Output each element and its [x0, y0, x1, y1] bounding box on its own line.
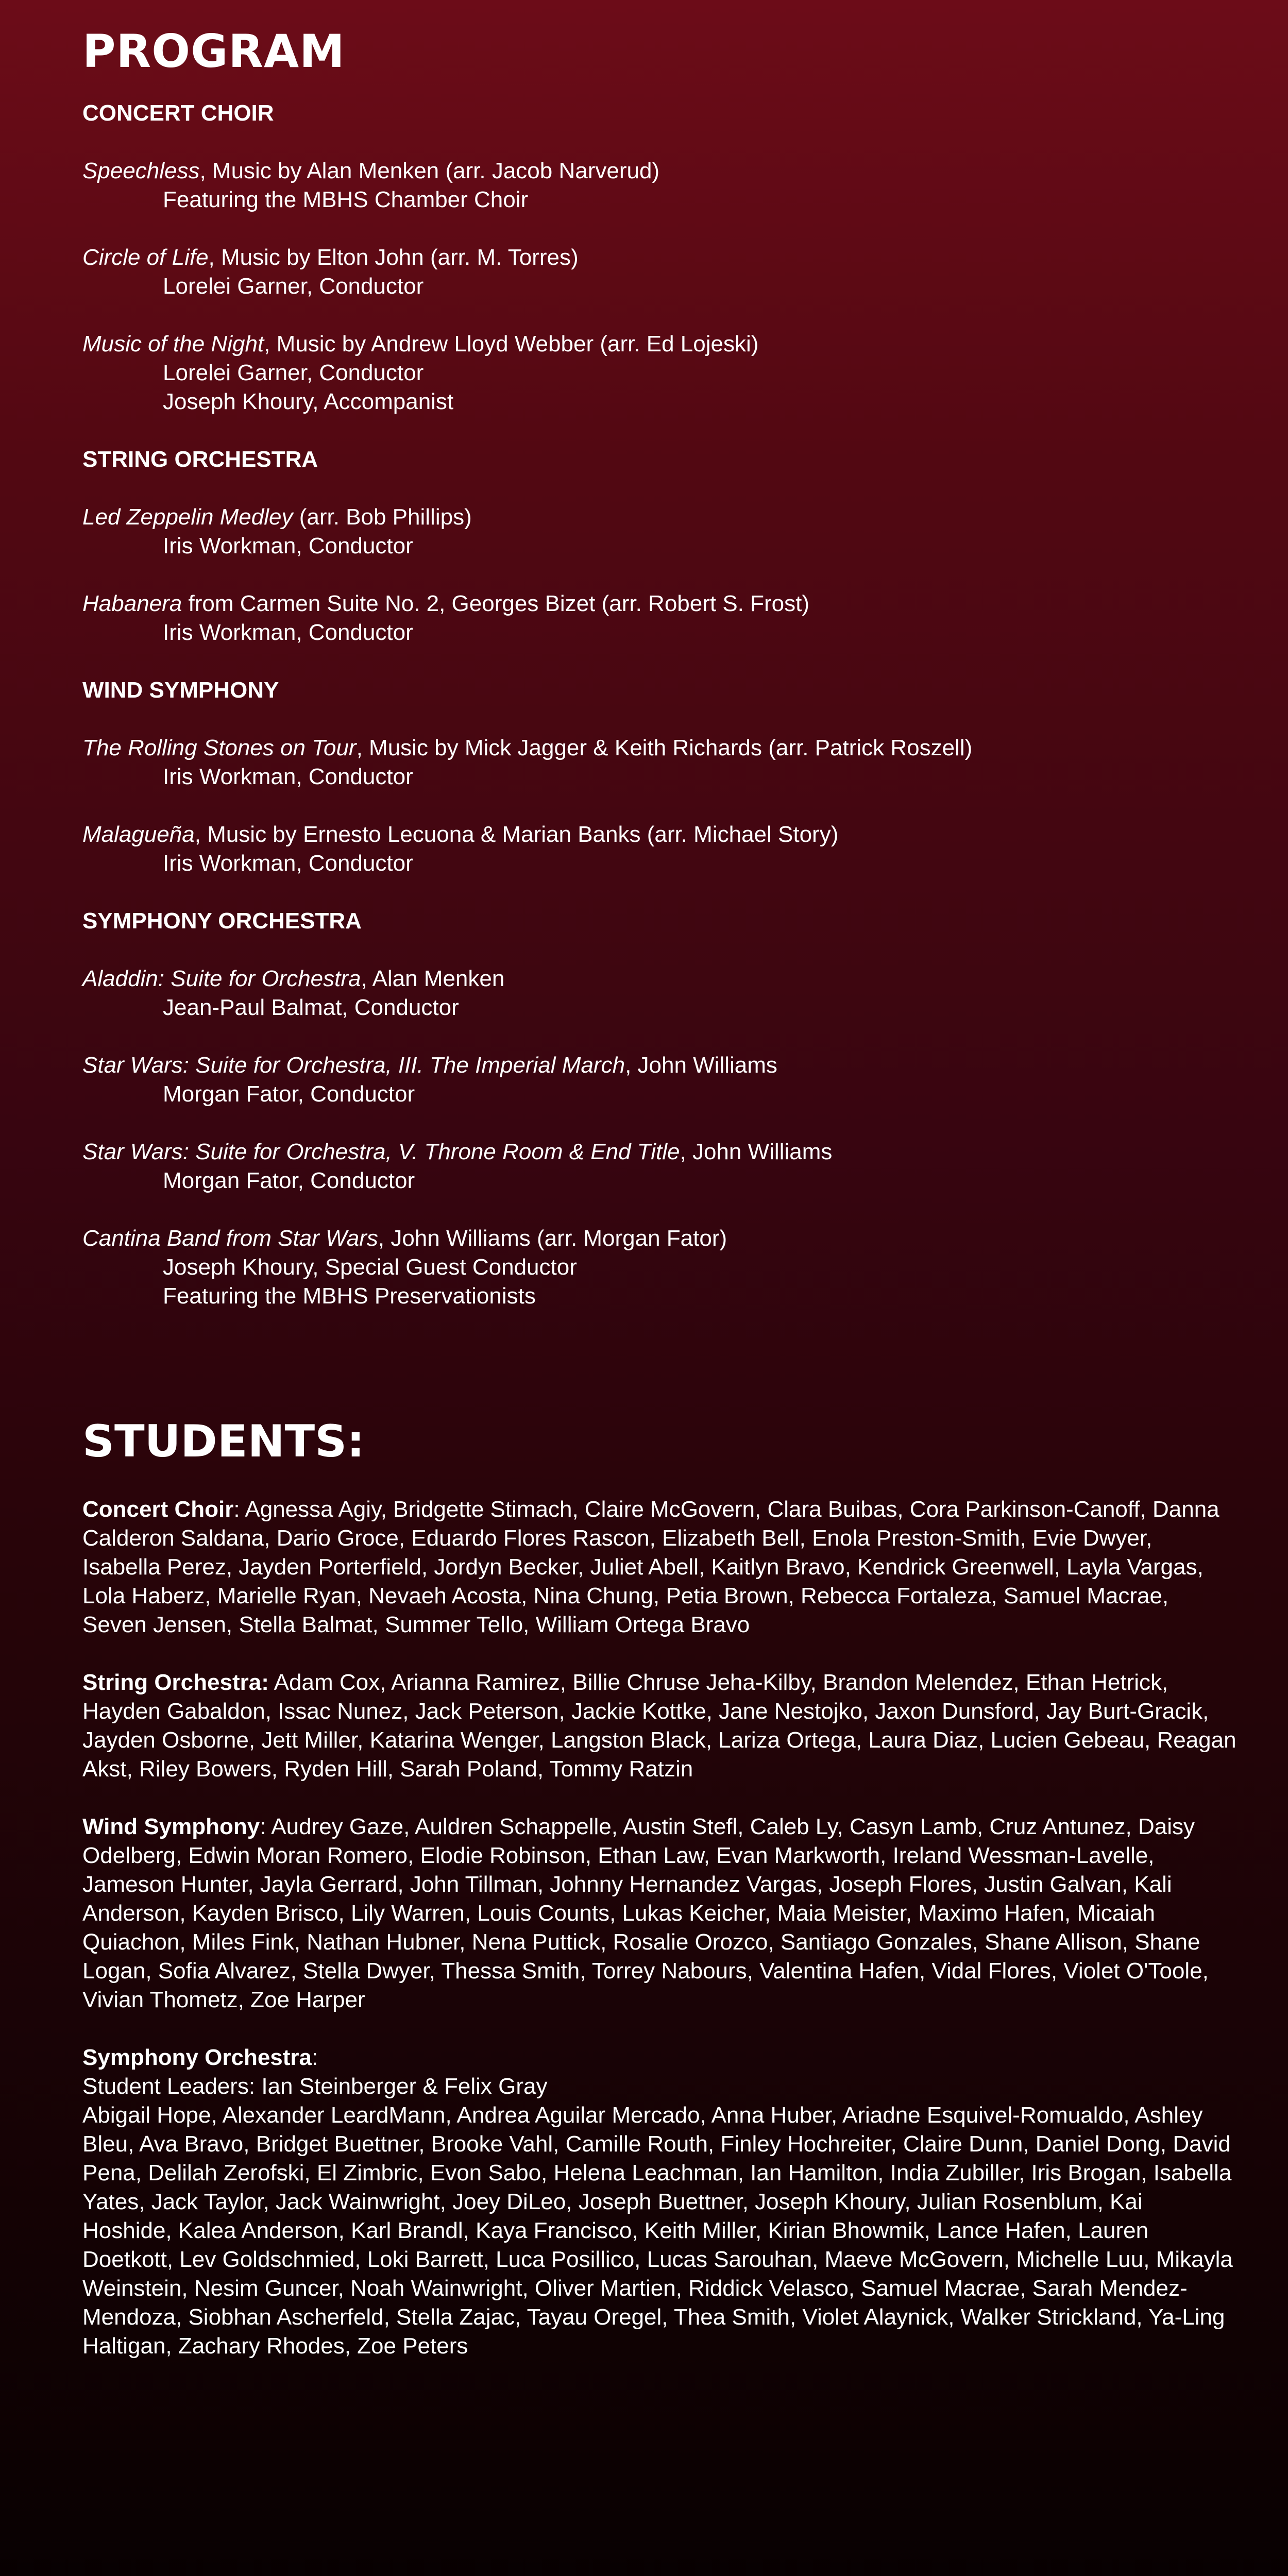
program-entry [82, 734, 1236, 791]
piece-composer: , Music by Ernesto Lecuona & Marian Banks (arr. Michael Story) [194, 822, 839, 847]
program-category: STRING ORCHESTRA [82, 447, 318, 472]
concert-choir-roster [82, 1495, 1236, 1639]
program-entry [82, 964, 1236, 1022]
piece-title: Led Zeppelin Medley [82, 504, 293, 530]
piece-credit: Jean-Paul Balmat, Conductor [163, 995, 459, 1020]
program-category: WIND SYMPHONY [82, 677, 279, 703]
piece-composer: , Music by Mick Jagger & Keith Richards (arr. Patrick Roszell) [356, 735, 973, 760]
program-entry [82, 589, 1236, 647]
piece-line [82, 734, 1236, 762]
piece-credit: Featuring the MBHS Preservationists [163, 1283, 536, 1309]
symphony-orchestra-roster [82, 2043, 1236, 2361]
wind-symphony-names: : Audrey Gaze, Auldren Schappelle, Austin Stefl, Caleb Ly, Casyn Lamb, Cruz Antunez, Daisy Odelberg, Edwin Moran Romero, Elodie Robinson, Ethan Law, Evan Markworth, Ireland Wessman-Lavelle, Jameson Hunter, Jayla Gerrard, John Tillman, Johnny Hernandez Vargas, Joseph Flores, Justin Galvan, Kali Anderson, Kayden Brisco, Lily Warren, Louis Counts, Lukas Keicher, Maia Meister, Maximo Hafen, Micaiah Quiachon, Miles Fink, Nathan Hubner, Nena Puttick, Rosalie Orozco, Santiago Gonzales, Shane Allison, Shane Logan, Sofia Alvarez, Stella Dwyer, Thessa Smith, Torrey Nabours, Valentina Hafen, Vidal Flores, Violet O'Toole, Vivian Thometz, Zoe Harper [82, 1814, 1209, 2012]
concert-choir-label: Concert Choir [82, 1497, 234, 1522]
string-orchestra-label: String Orchestra: [82, 1670, 269, 1695]
piece-line [82, 243, 1236, 272]
piece-composer: , John Williams (arr. Morgan Fator) [378, 1226, 727, 1251]
symphony-orchestra-colon: : [312, 2045, 318, 2070]
piece-credit: Morgan Fator, Conductor [163, 1168, 415, 1193]
program-entry [82, 820, 1236, 878]
program-category: SYMPHONY ORCHESTRA [82, 908, 362, 934]
piece-credit: Joseph Khoury, Accompanist [163, 389, 454, 414]
piece-credit: Lorelei Garner, Conductor [163, 360, 424, 385]
program-entry [82, 1051, 1236, 1109]
piece-title: Malagueña [82, 822, 195, 847]
piece-composer: , John Williams [680, 1139, 833, 1164]
symphony-orchestra-leaders: Student Leaders: Ian Steinberger & Felix Gray [82, 2074, 548, 2099]
piece-title: Music of the Night [82, 331, 264, 357]
piece-title: Star Wars: Suite for Orchestra, V. Throne Room & End Title [82, 1139, 680, 1164]
program-heading: PROGRAM [82, 25, 345, 78]
piece-composer: (arr. Bob Phillips) [293, 504, 472, 530]
piece-composer: , Alan Menken [361, 966, 505, 991]
piece-title: The Rolling Stones on Tour [82, 735, 357, 760]
piece-title: Star Wars: Suite for Orchestra, III. The Imperial March [82, 1053, 625, 1078]
piece-credit: Iris Workman, Conductor [163, 764, 413, 789]
piece-line [82, 820, 1236, 849]
program-entry [82, 1224, 1236, 1311]
piece-line [82, 1138, 1236, 1166]
program-entry [82, 330, 1236, 416]
wind-symphony-roster [82, 1812, 1236, 2014]
piece-composer: , Music by Elton John (arr. M. Torres) [208, 245, 579, 270]
program-entry [82, 157, 1236, 214]
program-entry [82, 1138, 1236, 1195]
string-orchestra-names: Adam Cox, Arianna Ramirez, Billie Chruse Jeha-Kilby, Brandon Melendez, Ethan Hetrick, Hayden Gabaldon, Issac Nunez, Jack Peterson, Jackie Kottke, Jane Nestojko, Jaxon Dunsford, Jay Burt-Gracik, Jayden Osborne, Jett Miller, Katarina Wenger, Langston Black, Lariza Ortega, Laura Diaz, Lucien Gebeau, Reagan Akst, Riley Bowers, Ryden Hill, Sarah Poland, Tommy Ratzin [82, 1670, 1236, 1782]
wind-symphony-label: Wind Symphony [82, 1814, 260, 1839]
piece-line [82, 157, 1236, 185]
piece-credit: Joseph Khoury, Special Guest Conductor [163, 1255, 577, 1280]
piece-line [82, 330, 1236, 359]
piece-title: Circle of Life [82, 245, 209, 270]
piece-line [82, 1051, 1236, 1080]
piece-line [82, 1224, 1236, 1253]
students-list [82, 1495, 1236, 2389]
program-category: CONCERT CHOIR [82, 100, 274, 126]
program-list [82, 99, 1236, 1340]
piece-credit: Lorelei Garner, Conductor [163, 274, 424, 299]
program-entry [82, 243, 1236, 301]
piece-credit: Iris Workman, Conductor [163, 851, 413, 876]
concert-choir-names: : Agnessa Agiy, Bridgette Stimach, Claire McGovern, Clara Buibas, Cora Parkinson-Canoff, Danna Calderon Saldana, Dario Groce, Eduardo Flores Rascon, Elizabeth Bell, Enola Preston-Smith, Evie Dwyer, Isabella Perez, Jayden Porterfield, Jordyn Becker, Juliet Abell, Kaitlyn Bravo, Kendrick Greenwell, Layla Vargas, Lola Haberz, Marielle Ryan, Nevaeh Acosta, Nina Chung, Petia Brown, Rebecca Fortaleza, Samuel Macrae, Seven Jensen, Stella Balmat, Summer Tello, William Ortega Bravo [82, 1497, 1219, 1637]
piece-title: Aladdin: Suite for Orchestra [82, 966, 361, 991]
piece-composer: , Music by Alan Menken (arr. Jacob Narverud) [199, 158, 660, 183]
piece-title: Cantina Band from Star Wars [82, 1226, 378, 1251]
piece-line [82, 503, 1236, 532]
piece-line [82, 589, 1236, 618]
symphony-orchestra-label: Symphony Orchestra [82, 2045, 312, 2070]
piece-credit: Morgan Fator, Conductor [163, 1081, 415, 1107]
symphony-orchestra-names: Abigail Hope, Alexander LeardMann, Andrea Aguilar Mercado, Anna Huber, Ariadne Esquivel-Romualdo, Ashley Bleu, Ava Bravo, Bridget Buettner, Brooke Vahl, Camille Routh, Finley Hochreiter, Claire Dunn, Daniel Dong, David Pena, Delilah Zerofski, El Zimbric, Evon Sabo, Helena Leachman, Ian Hamilton, India Zubiller, Iris Brogan, Isabella Yates, Jack Taylor, Jack Wainwright, Joey DiLeo, Joseph Buettner, Joseph Khoury, Julian Rosenblum, Kai Hoshide, Kalea Anderson, Karl Brandl, Kaya Francisco, Keith Miller, Kirian Bhowmik, Lance Hafen, Lauren Doetkott, Lev Goldschmied, Loki Barrett, Luca Posillico, Lucas Sarouhan, Maeve McGovern, Michelle Luu, Mikayla Weinstein, Nesim Guncer, Noah Wainwright, Oliver Martien, Riddick Velasco, Samuel Macrae, Sarah Mendez-Mendoza, Siobhan Ascherfeld, Stella Zajac, Tayau Oregel, Thea Smith, Violet Alaynick, Walker Strickland, Ya-Ling Haltigan, Zachary Rhodes, Zoe Peters [82, 2103, 1233, 2359]
students-heading: STUDENTS: [82, 1416, 365, 1467]
piece-composer: , Music by Andrew Lloyd Webber (arr. Ed Lojeski) [264, 331, 759, 357]
piece-composer: , John Williams [625, 1053, 777, 1078]
piece-title: Habanera [82, 591, 182, 616]
piece-credit: Featuring the MBHS Chamber Choir [163, 187, 529, 212]
piece-line [82, 964, 1236, 993]
piece-credit: Iris Workman, Conductor [163, 620, 413, 645]
piece-title: Speechless [82, 158, 200, 183]
piece-composer: from Carmen Suite No. 2, Georges Bizet (arr. Robert S. Frost) [182, 591, 809, 616]
string-orchestra-roster [82, 1668, 1236, 1784]
piece-credit: Iris Workman, Conductor [163, 533, 413, 558]
program-entry [82, 503, 1236, 561]
